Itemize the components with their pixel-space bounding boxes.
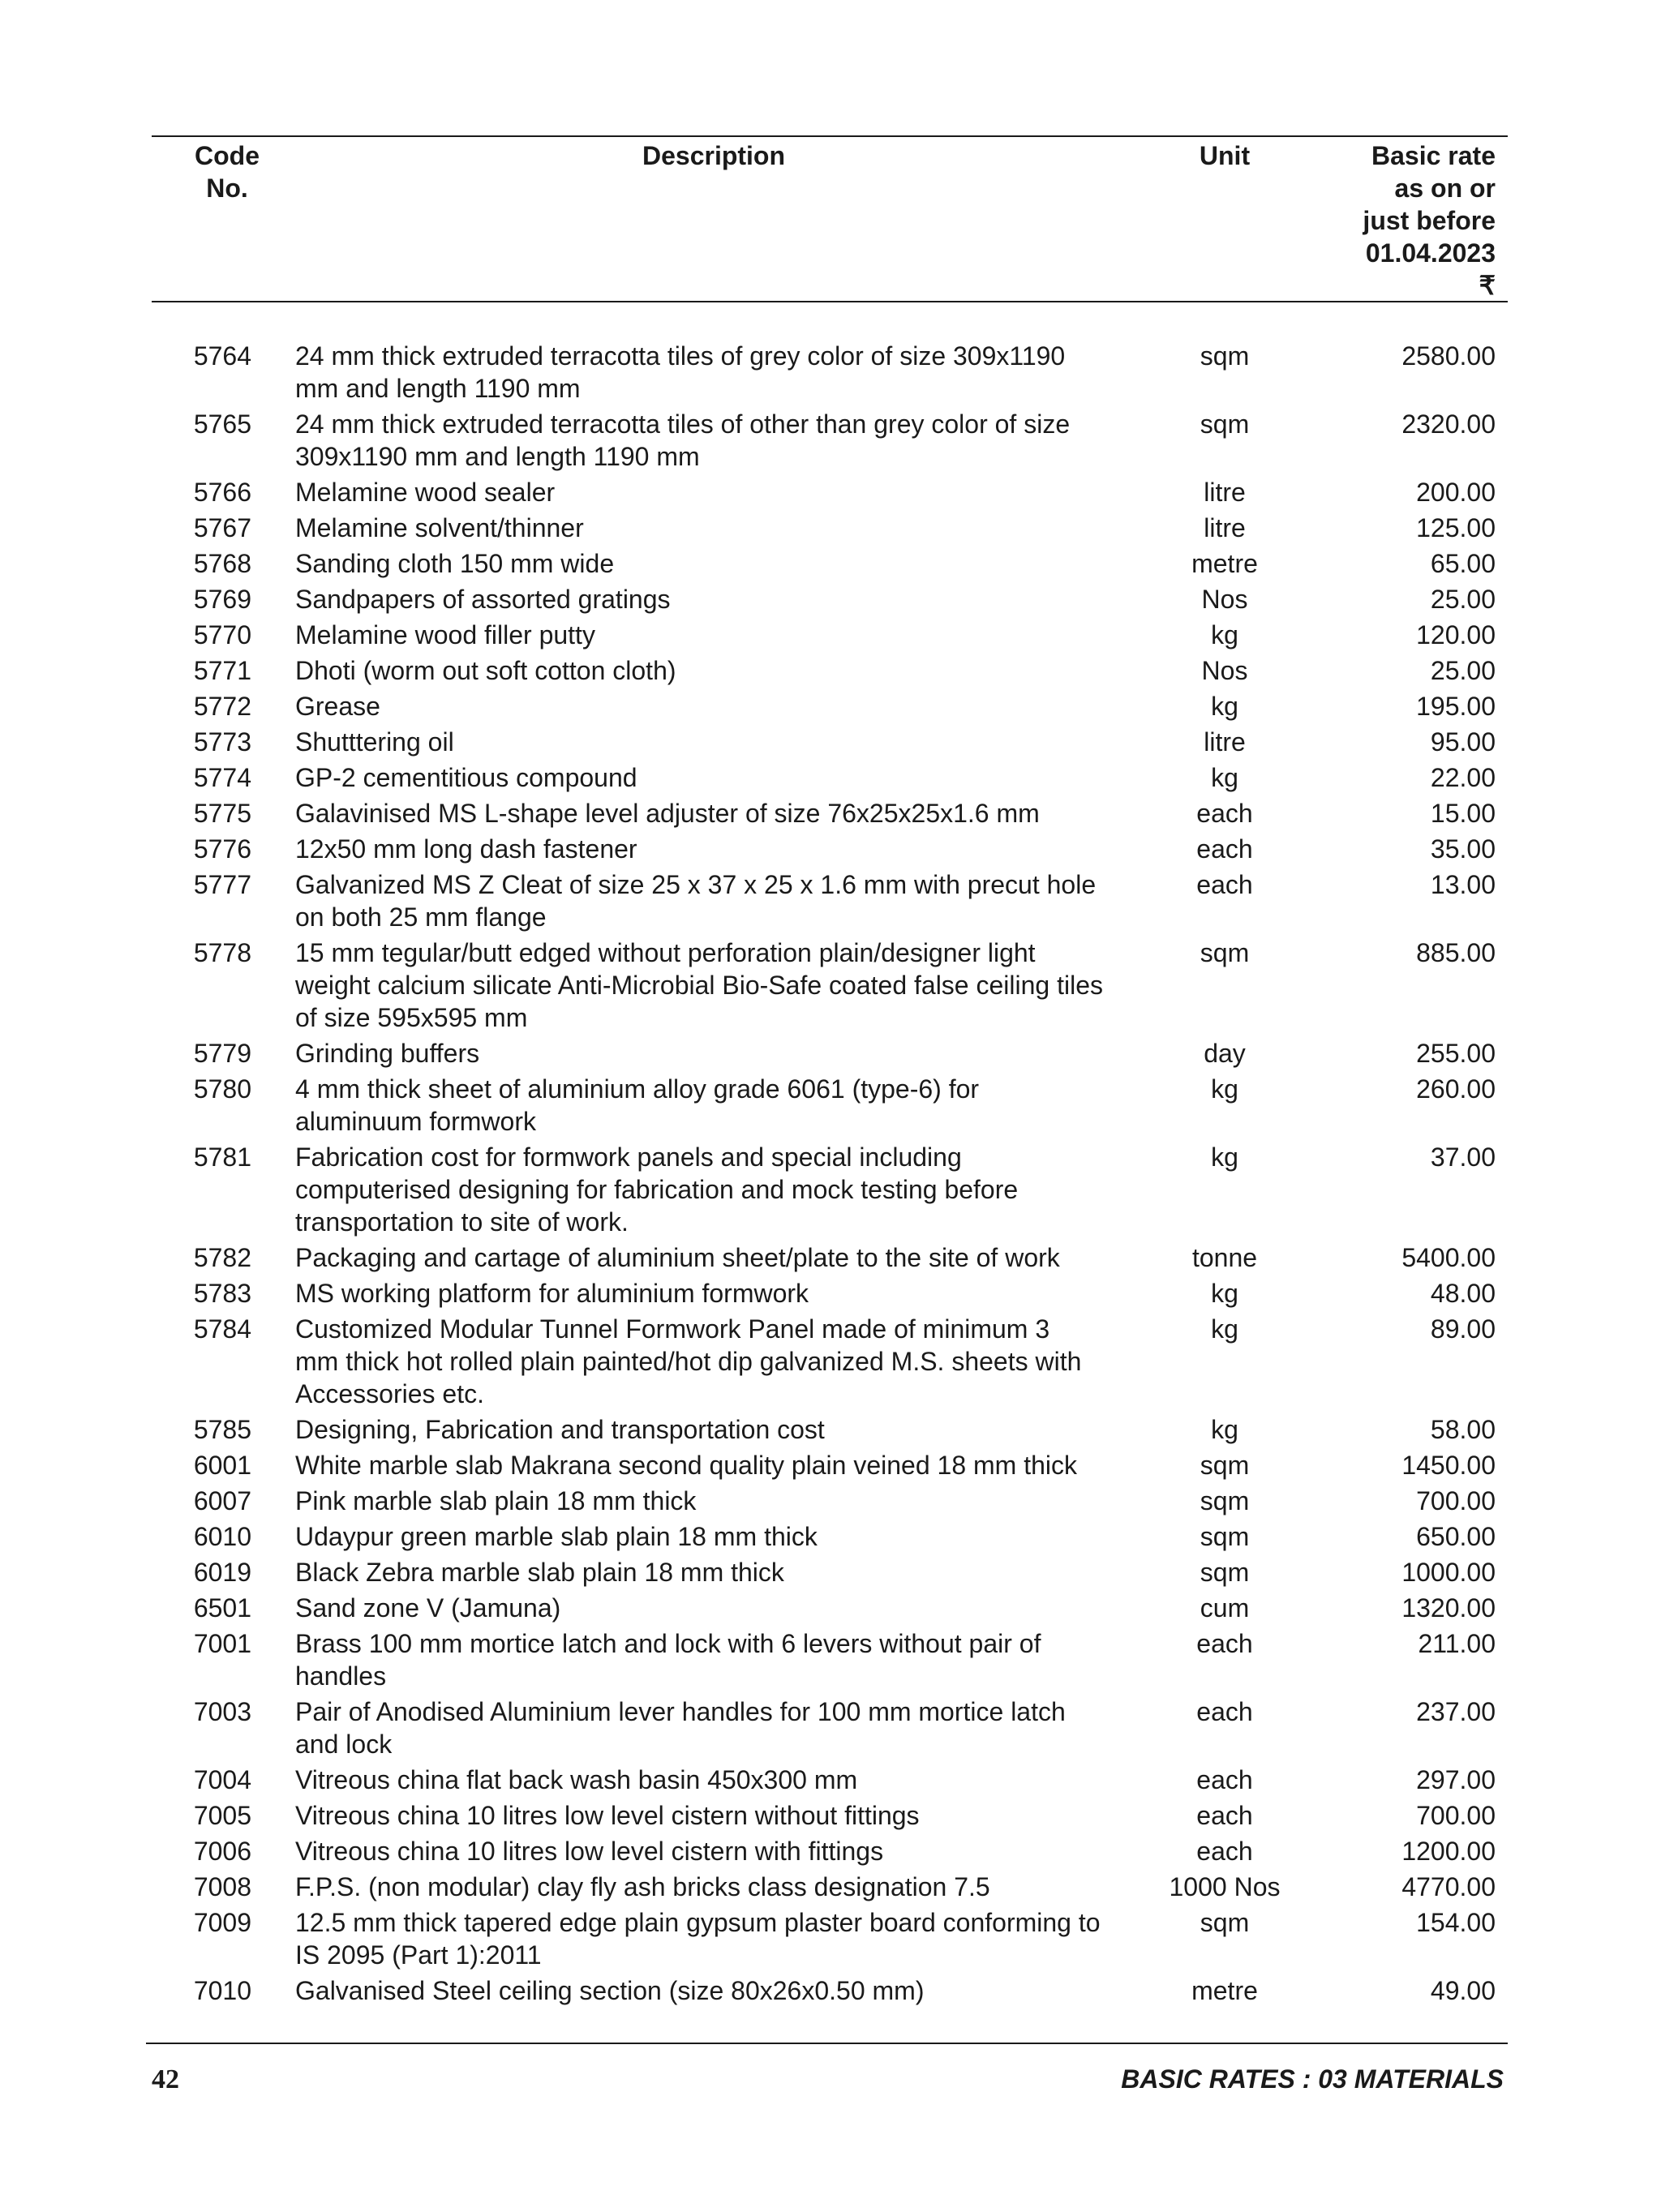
item-rate: 650.00 <box>1416 1522 1496 1551</box>
header-basic-rate <box>1298 139 1496 302</box>
item-rate: 260.00 <box>1416 1074 1496 1104</box>
item-rate: 700.00 <box>1416 1801 1496 1830</box>
item-rate: 237.00 <box>1416 1697 1496 1726</box>
description-line: Pink marble slab plain 18 mm thick <box>295 1486 697 1515</box>
item-unit: sqm <box>1200 1558 1250 1587</box>
item-description <box>295 1277 1147 1310</box>
item-code: 6010 <box>193 1522 251 1551</box>
table-row <box>0 690 1661 722</box>
table-row <box>0 408 1661 473</box>
item-code: 5782 <box>193 1243 251 1272</box>
item-unit: kg <box>1211 1074 1238 1104</box>
item-description <box>295 1141 1147 1238</box>
item-code: 7009 <box>193 1908 251 1937</box>
description-line: weight calcium silicate Anti-Microbial Bio-Safe coated false ceiling tiles <box>295 971 1103 1000</box>
item-rate: 95.00 <box>1430 727 1496 757</box>
item-unit: day <box>1204 1039 1246 1068</box>
item-code: 7001 <box>193 1629 251 1658</box>
description-line: Sanding cloth 150 mm wide <box>295 549 615 578</box>
item-description <box>295 797 1147 830</box>
item-description <box>295 1835 1147 1867</box>
item-description <box>295 340 1147 405</box>
description-line: 24 mm thick extruded terracotta tiles of grey color of size 309x1190 <box>295 341 1066 371</box>
item-code: 5779 <box>193 1039 251 1068</box>
item-description <box>295 1073 1147 1138</box>
item-unit: kg <box>1211 1142 1238 1172</box>
description-line: Vitreous china flat back wash basin 450x300 mm <box>295 1765 858 1794</box>
description-line: Galvanized MS Z Cleat of size 25 x 37 x 25 x 1.6 mm with precut hole <box>295 870 1097 899</box>
description-line: 12.5 mm thick tapered edge plain gypsum plaster board conforming to <box>295 1908 1101 1937</box>
table-row <box>0 1037 1661 1070</box>
description-line: Vitreous china 10 litres low level cistern without fittings <box>295 1801 920 1830</box>
item-rate: 297.00 <box>1416 1765 1496 1794</box>
item-unit: metre <box>1191 549 1258 578</box>
table-row <box>0 1695 1661 1760</box>
item-code: 5781 <box>193 1142 251 1172</box>
item-code: 5770 <box>193 620 251 649</box>
table-bottom-rule <box>146 2043 1508 2044</box>
item-description <box>295 1764 1147 1796</box>
item-code: 7010 <box>193 1976 251 2005</box>
item-description <box>295 1313 1147 1410</box>
item-unit: kg <box>1211 1314 1238 1344</box>
table-row <box>0 1241 1661 1274</box>
table-row <box>0 937 1661 1034</box>
item-description <box>295 583 1147 615</box>
table-row <box>0 1520 1661 1553</box>
item-code: 5783 <box>193 1279 251 1308</box>
item-rate: 22.00 <box>1430 763 1496 792</box>
item-description <box>295 1627 1147 1692</box>
rates-table-body <box>0 340 1661 2010</box>
description-line: Accessories etc. <box>295 1379 484 1408</box>
table-row <box>0 583 1661 615</box>
table-row <box>0 1313 1661 1410</box>
description-line: mm and length 1190 mm <box>295 374 581 403</box>
table-row <box>0 868 1661 933</box>
item-description <box>295 1241 1147 1274</box>
item-description <box>295 476 1147 508</box>
item-rate: 120.00 <box>1416 620 1496 649</box>
item-unit: Nos <box>1201 656 1248 685</box>
item-code: 5776 <box>193 834 251 864</box>
item-description <box>295 1520 1147 1553</box>
item-rate: 2320.00 <box>1401 409 1496 439</box>
description-line: of size 595x595 mm <box>295 1003 528 1032</box>
item-unit: sqm <box>1200 1486 1250 1515</box>
item-rate: 2580.00 <box>1401 341 1496 371</box>
description-line: MS working platform for aluminium formwork <box>295 1279 809 1308</box>
header-rate-line: just before <box>1363 206 1496 235</box>
table-row <box>0 476 1661 508</box>
item-unit: each <box>1196 1697 1253 1726</box>
item-description <box>295 1974 1147 2007</box>
item-unit: kg <box>1211 1279 1238 1308</box>
table-row <box>0 547 1661 580</box>
table-row <box>0 761 1661 794</box>
item-rate: 1000.00 <box>1401 1558 1496 1587</box>
table-row <box>0 1485 1661 1517</box>
table-row <box>0 1449 1661 1481</box>
item-rate: 13.00 <box>1430 870 1496 899</box>
table-row <box>0 1556 1661 1588</box>
item-rate: 211.00 <box>1418 1629 1496 1658</box>
item-description <box>295 761 1147 794</box>
item-rate: 89.00 <box>1430 1314 1496 1344</box>
item-code: 5773 <box>193 727 251 757</box>
item-description <box>295 726 1147 758</box>
description-line: 12x50 mm long dash fastener <box>295 834 637 864</box>
item-code: 5767 <box>193 513 251 542</box>
description-line: Black Zebra marble slab plain 18 mm thick <box>295 1558 784 1587</box>
table-row <box>0 1592 1661 1624</box>
item-description <box>295 619 1147 651</box>
description-line: 309x1190 mm and length 1190 mm <box>295 442 700 471</box>
description-line: 4 mm thick sheet of aluminium alloy grade 6061 (type-6) for <box>295 1074 980 1104</box>
description-line: Designing, Fabrication and transportation cost <box>295 1415 825 1444</box>
item-description <box>295 868 1147 933</box>
item-description <box>295 512 1147 544</box>
description-line: Grease <box>295 692 380 721</box>
item-rate: 200.00 <box>1416 478 1496 507</box>
header-code-no <box>178 139 276 204</box>
description-line: F.P.S. (non modular) clay fly ash bricks class designation 7.5 <box>295 1872 990 1901</box>
item-code: 7006 <box>193 1837 251 1866</box>
description-line: on both 25 mm flange <box>295 902 547 932</box>
item-rate: 48.00 <box>1430 1279 1496 1308</box>
description-line: GP-2 cementitious compound <box>295 763 637 792</box>
description-line: Galvanised Steel ceiling section (size 80x26x0.50 mm) <box>295 1976 925 2005</box>
item-code: 5766 <box>193 478 251 507</box>
item-description <box>295 937 1147 1034</box>
item-code: 5771 <box>193 656 251 685</box>
item-description <box>295 547 1147 580</box>
table-row <box>0 833 1661 865</box>
item-description <box>295 1556 1147 1588</box>
item-rate: 4770.00 <box>1401 1872 1496 1901</box>
description-line: 24 mm thick extruded terracotta tiles of other than grey color of size <box>295 409 1071 439</box>
item-rate: 125.00 <box>1416 513 1496 542</box>
item-code: 5765 <box>193 409 251 439</box>
description-line: Fabrication cost for formwork panels and special including <box>295 1142 962 1172</box>
item-rate: 49.00 <box>1430 1976 1496 2005</box>
header-rate-line: as on or <box>1394 174 1496 203</box>
item-code: 5769 <box>193 585 251 614</box>
table-row <box>0 1764 1661 1796</box>
item-code: 5784 <box>193 1314 251 1344</box>
item-code: 5764 <box>193 341 251 371</box>
description-line: Galavinised MS L-shape level adjuster of size 76x25x25x1.6 mm <box>295 799 1040 828</box>
item-unit: sqm <box>1200 409 1250 439</box>
description-line: Melamine solvent/thinner <box>295 513 584 542</box>
item-description <box>295 1871 1147 1903</box>
item-description <box>295 1449 1147 1481</box>
table-row <box>0 1871 1661 1903</box>
description-line: and lock <box>295 1730 393 1759</box>
item-unit: sqm <box>1200 938 1250 967</box>
table-row <box>0 797 1661 830</box>
item-code: 5774 <box>193 763 251 792</box>
item-unit: sqm <box>1200 1451 1250 1480</box>
item-unit: tonne <box>1191 1243 1258 1272</box>
item-description <box>295 1592 1147 1624</box>
item-rate: 885.00 <box>1416 938 1496 967</box>
header-code-line: Code <box>195 141 260 170</box>
description-line: handles <box>295 1661 387 1691</box>
description-line: Customized Modular Tunnel Formwork Panel made of minimum 3 <box>295 1314 1050 1344</box>
item-description <box>295 654 1147 687</box>
description-line: transportation to site of work. <box>295 1207 629 1237</box>
header-code-line: No. <box>206 174 248 203</box>
item-code: 6019 <box>193 1558 251 1587</box>
table-row <box>0 340 1661 405</box>
item-code: 7004 <box>193 1765 251 1794</box>
table-row <box>0 1835 1661 1867</box>
description-line: computerised designing for fabrication and mock testing before <box>295 1175 1019 1204</box>
table-row <box>0 1413 1661 1446</box>
item-unit: kg <box>1211 763 1238 792</box>
description-line: Grinding buffers <box>295 1039 480 1068</box>
item-unit: sqm <box>1200 341 1250 371</box>
item-rate: 65.00 <box>1430 549 1496 578</box>
item-rate: 1200.00 <box>1401 1837 1496 1866</box>
description-line: Shutttering oil <box>295 727 454 757</box>
table-row <box>0 1073 1661 1138</box>
item-rate: 25.00 <box>1430 585 1496 614</box>
rupee-symbol: ₹ <box>1479 271 1496 300</box>
item-unit: kg <box>1211 692 1238 721</box>
item-unit: litre <box>1204 513 1246 542</box>
item-code: 5775 <box>193 799 251 828</box>
item-description <box>295 1799 1147 1832</box>
description-line: Sand zone V (Jamuna) <box>295 1593 561 1623</box>
item-rate: 37.00 <box>1430 1142 1496 1172</box>
item-code: 5777 <box>193 870 251 899</box>
description-line: Dhoti (worm out soft cotton cloth) <box>295 656 676 685</box>
description-line: Sandpapers of assorted gratings <box>295 585 671 614</box>
header-rate-line: 01.04.2023 <box>1365 238 1496 268</box>
table-row <box>0 726 1661 758</box>
description-line: White marble slab Makrana second quality plain veined 18 mm thick <box>295 1451 1078 1480</box>
item-unit: each <box>1196 1629 1253 1658</box>
item-description <box>295 690 1147 722</box>
item-unit: litre <box>1204 478 1246 507</box>
item-description <box>295 1037 1147 1070</box>
item-unit: kg <box>1211 1415 1238 1444</box>
item-code: 7005 <box>193 1801 251 1830</box>
item-code: 5768 <box>193 549 251 578</box>
item-unit: each <box>1196 1765 1253 1794</box>
item-unit: litre <box>1204 727 1246 757</box>
table-row <box>0 619 1661 651</box>
item-unit: Nos <box>1201 585 1248 614</box>
item-description <box>295 408 1147 473</box>
item-code: 7003 <box>193 1697 251 1726</box>
item-code: 5780 <box>193 1074 251 1104</box>
item-unit: each <box>1196 799 1253 828</box>
item-description <box>295 1485 1147 1517</box>
item-unit: each <box>1196 834 1253 864</box>
item-unit: each <box>1196 870 1253 899</box>
description-line: Melamine wood filler putty <box>295 620 595 649</box>
description-line: mm thick hot rolled plain painted/hot dip galvanized M.S. sheets with <box>295 1347 1082 1376</box>
description-line: Udaypur green marble slab plain 18 mm thick <box>295 1522 818 1551</box>
description-line: Vitreous china 10 litres low level cistern with fittings <box>295 1837 884 1866</box>
item-code: 7008 <box>193 1872 251 1901</box>
running-footer-title: BASIC RATES : 03 MATERIALS <box>1121 2064 1504 2094</box>
item-unit: cum <box>1200 1593 1250 1623</box>
item-unit: each <box>1196 1801 1253 1830</box>
item-unit: 1000 Nos <box>1169 1872 1281 1901</box>
item-rate: 35.00 <box>1430 834 1496 864</box>
header-rate-line: Basic rate <box>1371 141 1496 170</box>
item-rate: 25.00 <box>1430 656 1496 685</box>
item-rate: 154.00 <box>1416 1908 1496 1937</box>
description-line: Melamine wood sealer <box>295 478 556 507</box>
table-row <box>0 1974 1661 2007</box>
description-line: Brass 100 mm mortice latch and lock with 6 levers without pair of <box>295 1629 1041 1658</box>
description-line: Pair of Anodised Aluminium lever handles for 100 mm mortice latch <box>295 1697 1066 1726</box>
item-code: 6007 <box>193 1486 251 1515</box>
description-line: Packaging and cartage of aluminium sheet/plate to the site of work <box>295 1243 1060 1272</box>
table-top-rule <box>152 135 1508 137</box>
table-row <box>0 1627 1661 1692</box>
table-row <box>0 1799 1661 1832</box>
table-row <box>0 1906 1661 1971</box>
item-rate: 5400.00 <box>1401 1243 1496 1272</box>
item-code: 6001 <box>193 1451 251 1480</box>
item-rate: 15.00 <box>1430 799 1496 828</box>
item-rate: 1320.00 <box>1401 1593 1496 1623</box>
item-rate: 700.00 <box>1416 1486 1496 1515</box>
table-row <box>0 1277 1661 1310</box>
item-description <box>295 1695 1147 1760</box>
item-code: 5785 <box>193 1415 251 1444</box>
table-row <box>0 654 1661 687</box>
page-number: 42 <box>152 2064 179 2094</box>
item-unit: kg <box>1211 620 1238 649</box>
table-row <box>0 1141 1661 1238</box>
description-line: IS 2095 (Part 1):2011 <box>295 1940 542 1970</box>
item-unit: each <box>1196 1837 1253 1866</box>
description-line: aluminuum formwork <box>295 1107 536 1136</box>
item-code: 5772 <box>193 692 251 721</box>
item-code: 6501 <box>193 1593 251 1623</box>
item-rate: 195.00 <box>1416 692 1496 721</box>
header-description: Description <box>642 141 786 170</box>
item-code: 5778 <box>193 938 251 967</box>
item-rate: 1450.00 <box>1401 1451 1496 1480</box>
item-unit: sqm <box>1200 1522 1250 1551</box>
table-row <box>0 512 1661 544</box>
item-description <box>295 1906 1147 1971</box>
item-rate: 255.00 <box>1416 1039 1496 1068</box>
item-unit: metre <box>1191 1976 1258 2005</box>
item-rate: 58.00 <box>1430 1415 1496 1444</box>
header-unit: Unit <box>1199 141 1251 170</box>
item-unit: sqm <box>1200 1908 1250 1937</box>
description-line: 15 mm tegular/butt edged without perforation plain/designer light <box>295 938 1036 967</box>
item-description <box>295 1413 1147 1446</box>
header-bottom-rule <box>152 301 1508 302</box>
item-description <box>295 833 1147 865</box>
